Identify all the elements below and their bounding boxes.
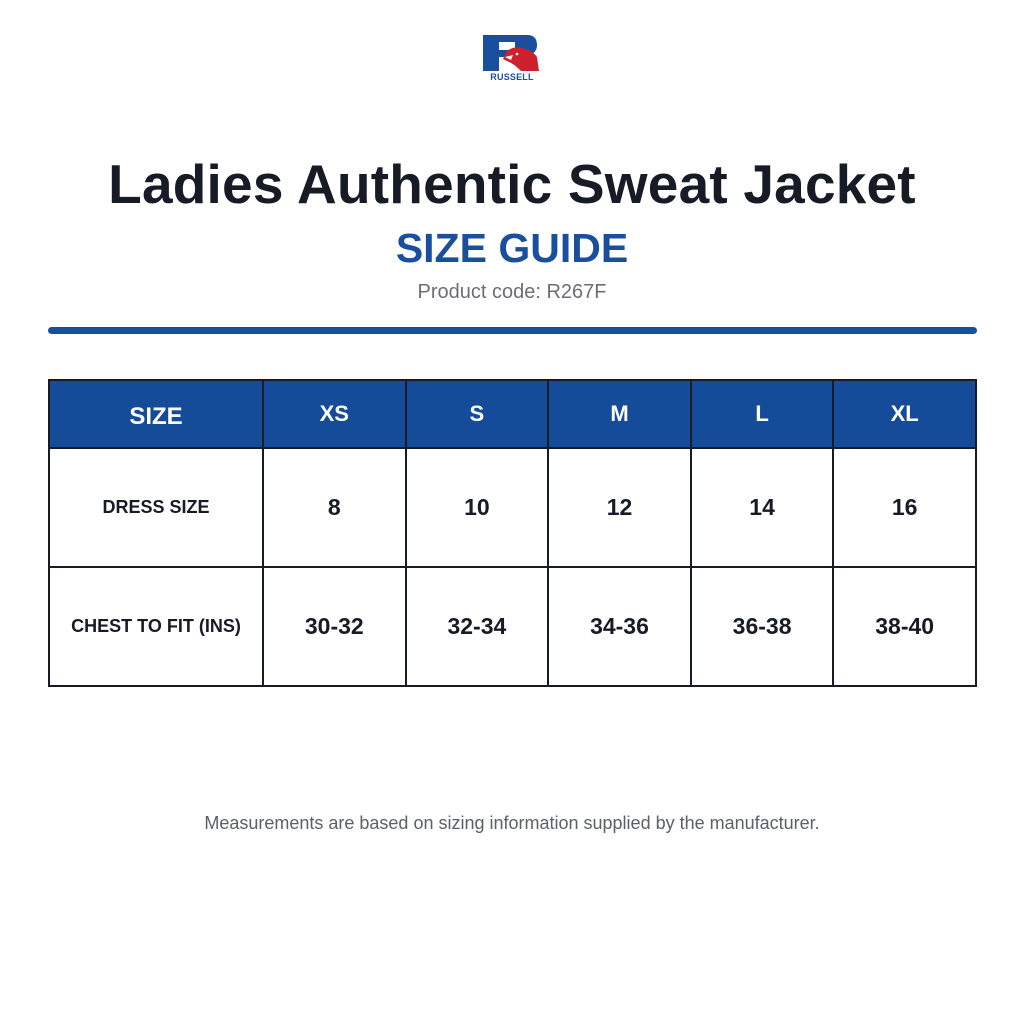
table-cell: 30-32: [263, 567, 406, 686]
table-cell: 12: [548, 448, 691, 567]
row-label: DRESS SIZE: [49, 448, 263, 567]
product-code: Product code: R267F: [417, 281, 607, 303]
table-cell: 10: [406, 448, 549, 567]
page-title: Ladies Authentic Sweat Jacket: [108, 153, 916, 215]
column-header: XL: [833, 380, 976, 448]
table-cell: 32-34: [406, 567, 549, 686]
russell-logo-icon: [481, 33, 543, 73]
table-row: [49, 567, 976, 686]
brand-wordmark: RUSSELL: [490, 72, 534, 82]
table-cell: 14: [691, 448, 834, 567]
table-header-row: [49, 380, 976, 448]
table-cell: 36-38: [691, 567, 834, 686]
page-subtitle: SIZE GUIDE: [395, 225, 629, 271]
column-header: S: [406, 380, 549, 448]
column-header: XS: [263, 380, 406, 448]
table-cell: 8: [263, 448, 406, 567]
table-cell: 38-40: [833, 567, 976, 686]
size-table: [48, 379, 977, 687]
table-cell: 16: [833, 448, 976, 567]
row-label: CHEST TO FIT (INS): [49, 567, 263, 686]
brand-logo: [481, 33, 543, 83]
footnote: Measurements are based on sizing information supplied by the manufacturer.: [204, 813, 820, 833]
column-header: SIZE: [49, 380, 263, 448]
table-cell: 34-36: [548, 567, 691, 686]
column-header: M: [548, 380, 691, 448]
divider: [48, 327, 977, 334]
column-header: L: [691, 380, 834, 448]
table-row: [49, 448, 976, 567]
